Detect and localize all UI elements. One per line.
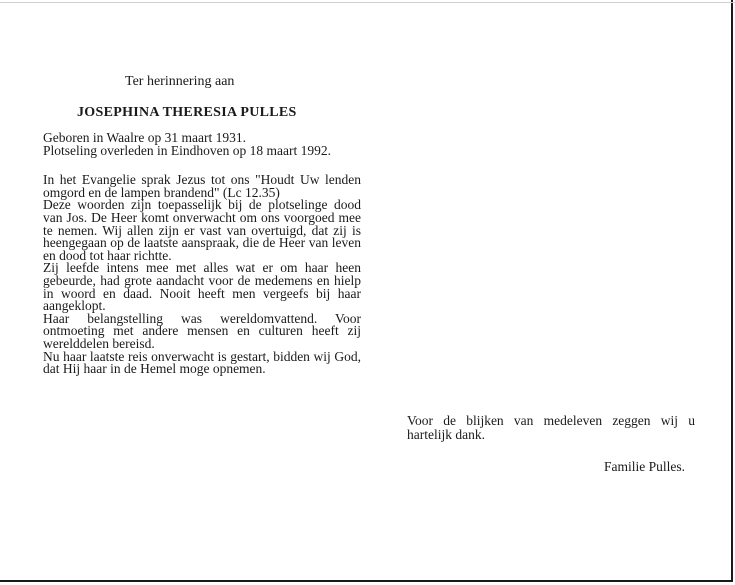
family-signature: Familie Pulles. — [604, 459, 685, 474]
journey-paragraph: Nu haar laatste reis onverwacht is gestart, bidden wij God, dat Hij haar in de Hemel moge opnemen. — [43, 348, 361, 377]
top-edge-line — [0, 2, 735, 3]
life-paragraph: Zij leefde intens mee met alles wat er om haar heen gebeurde, had grote aandacht voor de medemens en hielp in woord en daad. Nooit heeft men vergeefs bij haar aangeklopt. — [43, 260, 361, 314]
intro-text: Ter herinnering aan — [125, 74, 235, 89]
birth-line: Geboren in Waalre op 31 maart 1931. — [43, 130, 246, 145]
left-column — [43, 132, 361, 376]
deceased-name: JOSEPHINA THERESIA PULLES — [77, 105, 297, 120]
interest-paragraph: Haar belangstelling was wereldomvattend. Voor ontmoeting met andere mensen en culturen heeft zij werelddelen bereisd. — [43, 310, 361, 351]
thanks-text: Voor de blijken van medeleven zeggen wij u hartelijk dank. — [407, 413, 695, 442]
words-paragraph: Deze woorden zijn toepasselijk bij de plotselinge dood van Jos. De Heer komt onverwacht om ons voorgoed mee te nemen. Wij allen zijn er vast van overtuigd, dat zij is heengegaan op de laatste aanspraak, die de Heer van leven en dood tot haar richtte. — [43, 197, 361, 263]
gospel-paragraph: In het Evangelie sprak Jezus tot ons "Houdt Uw lenden omgord en de lampen brandend" (Lc 12.35) — [43, 172, 361, 200]
death-line: Plotseling overleden in Eindhoven op 18 maart 1992. — [43, 142, 331, 158]
